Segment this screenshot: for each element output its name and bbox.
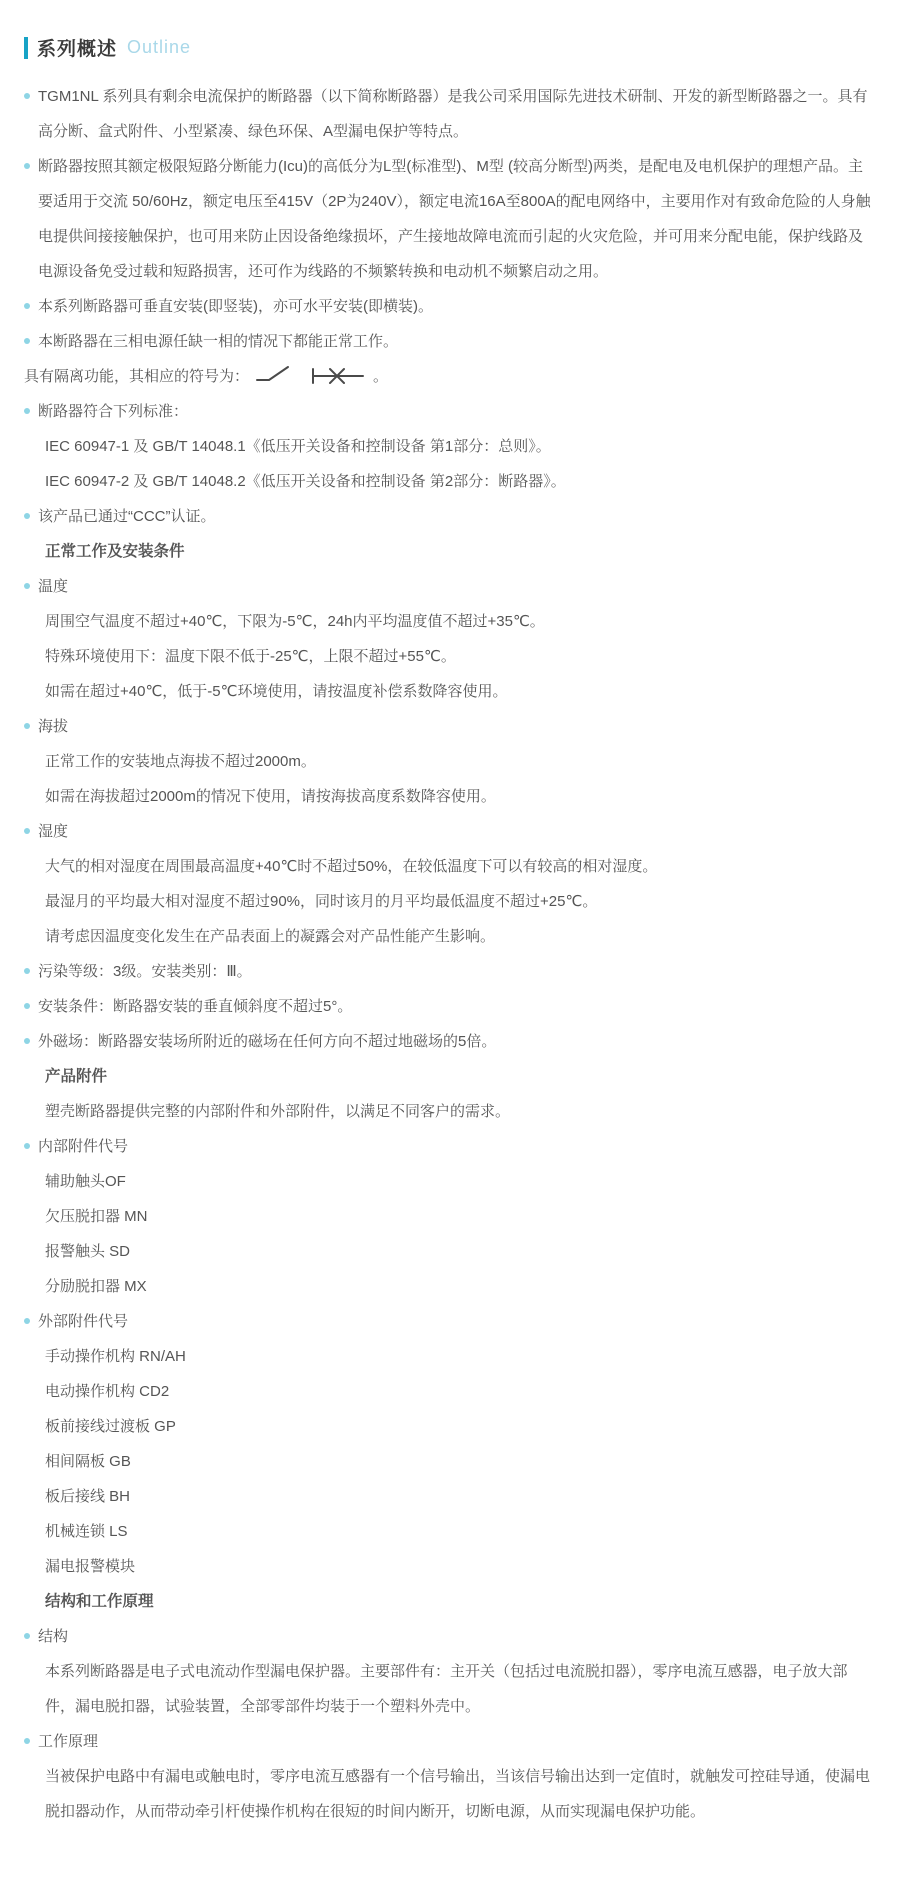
paragraph-line (24, 1444, 872, 1479)
list-item (24, 394, 872, 429)
paragraph-line (24, 744, 872, 779)
paragraph-line (24, 1094, 872, 1129)
text-content-suffix: 。 (373, 368, 389, 385)
bullet-icon (24, 968, 30, 974)
bullet-icon (24, 583, 30, 589)
list-item (24, 709, 872, 744)
bullet-icon (24, 1318, 30, 1324)
list-item (24, 359, 872, 394)
paragraph-line (24, 1199, 872, 1234)
page-title-english: Outline (127, 37, 192, 57)
paragraph-line (24, 1549, 872, 1584)
disconnect-switch-symbol (255, 364, 297, 386)
bullet-icon (24, 828, 30, 834)
text-content: 安装条件：断路器安装的垂直倾斜度不超过5°。 (38, 998, 353, 1015)
text-content: 本断路器在三相电源任缺一相的情况下都能正常工作。 (38, 333, 399, 350)
text-content: 温度 (38, 578, 69, 595)
list-item (24, 1619, 872, 1654)
list-item (24, 324, 872, 359)
text-content: 断路器按照其额定极限短路分断能力(Icu)的高低分为L型(标准型)、M型 (较高分断型)两类，是配电及电机保护的理想产品。主要适用于交流 50/60Hz，额定电压至415V（2P为240V），额定电流16A至800A的配电网络中，主要用作对有致命危险的人身触电提供间接接触保护，也可用来防止因设备绝缘损坏，产生接地故障电流而引起的火灾危险，并可用来分配电能，保护线路及电源设备免受过载和短路损害，还可作为线路的不频繁转换和电动机不频繁启动之用。 (38, 158, 871, 280)
paragraph-line (24, 849, 872, 884)
text-content: 结构 (38, 1628, 69, 1645)
paragraph-line (24, 779, 872, 814)
text-content: 漏电报警模块 (45, 1558, 136, 1575)
bullet-icon (24, 303, 30, 309)
text-content: 如需在海拔超过2000m的情况下使用，请按海拔高度系数降容使用。 (45, 788, 496, 805)
list-item (24, 289, 872, 324)
text-content: 板后接线 BH (45, 1488, 131, 1505)
list-item (24, 1129, 872, 1164)
bullet-icon (24, 513, 30, 519)
paragraph-line (24, 1269, 872, 1304)
text-content: 电动操作机构 CD2 (45, 1383, 170, 1400)
paragraph-line (24, 604, 872, 639)
text-content: TGM1NL 系列具有剩余电流保护的断路器（以下简称断路器）是我公司采用国际先进技术研制、开发的新型断路器之一。具有高分断、盒式附件、小型紧凑、绿色环保、A型漏电保护等特点。 (38, 88, 868, 140)
paragraph-line (24, 1164, 872, 1199)
list-item (24, 1304, 872, 1339)
sub-heading (24, 1059, 872, 1094)
accent-bar (24, 37, 28, 59)
bullet-icon (24, 163, 30, 169)
text-content: 最湿月的平均最大相对湿度不超过90%，同时该月的月平均最低温度不超过+25℃。 (45, 893, 598, 910)
text-content: 外磁场：断路器安装场所附近的磁场在任何方向不超过地磁场的5倍。 (38, 1033, 497, 1050)
text-content: 机械连锁 LS (45, 1523, 128, 1540)
list-item (24, 499, 872, 534)
text-content: 海拔 (38, 718, 69, 735)
text-content: 湿度 (38, 823, 69, 840)
text-content: 板前接线过渡板 GP (45, 1418, 176, 1435)
paragraph-line (24, 1409, 872, 1444)
text-content: 大气的相对湿度在周围最高温度+40℃时不超过50%，在较低温度下可以有较高的相对湿度。 (45, 858, 658, 875)
paragraph-line (24, 1234, 872, 1269)
paragraph-line (24, 1514, 872, 1549)
paragraph-line (24, 1654, 872, 1724)
text-content: 塑壳断路器提供完整的内部附件和外部附件，以满足不同客户的需求。 (45, 1103, 511, 1120)
bullet-icon (24, 1038, 30, 1044)
text-content: 污染等级：3级。安装类别：Ⅲ。 (38, 963, 252, 980)
text-content: 特殊环境使用下：温度下限不低于-25℃，上限不超过+55℃。 (45, 648, 456, 665)
text-content: 具有隔离功能，其相应的符号为： (24, 368, 250, 385)
paragraph-line (24, 919, 872, 954)
paragraph-line (24, 639, 872, 674)
paragraph-line (24, 429, 872, 464)
text-content: 周围空气温度不超过+40℃，下限为-5℃，24h内平均温度值不超过+35℃。 (45, 613, 545, 630)
bullet-icon (24, 1143, 30, 1149)
list-item (24, 569, 872, 604)
text-content: 手动操作机构 RN/AH (45, 1348, 186, 1365)
bullet-icon (24, 1738, 30, 1744)
paragraph-line (24, 1374, 872, 1409)
list-item (24, 814, 872, 849)
list-item (24, 79, 872, 149)
page-title: 系列概述 (37, 39, 118, 60)
sub-heading (24, 534, 872, 569)
text-content: 请考虑因温度变化发生在产品表面上的凝露会对产品性能产生影响。 (45, 928, 496, 945)
list-item (24, 1724, 872, 1759)
bullet-icon (24, 338, 30, 344)
paragraph-line (24, 1479, 872, 1514)
paragraph-line (24, 884, 872, 919)
text-content: 报警触头 SD (45, 1243, 131, 1260)
isolator-contact-symbol (309, 364, 367, 386)
text-content: 分励脱扣器 MX (45, 1278, 147, 1295)
list-item (24, 954, 872, 989)
section-header (24, 34, 872, 61)
text-content: 欠压脱扣器 MN (45, 1208, 148, 1225)
text-content: IEC 60947-2 及 GB/T 14048.2《低压开关设备和控制设备 第2部分：断路器》。 (45, 473, 566, 490)
text-content: 该产品已通过“CCC”认证。 (38, 508, 216, 525)
paragraph-line (24, 674, 872, 709)
list-item (24, 1024, 872, 1059)
sub-heading-label: 结构和工作原理 (45, 1593, 154, 1610)
text-content: 辅助触头OF (45, 1173, 126, 1190)
paragraph-line (24, 1759, 872, 1829)
sub-heading-label: 产品附件 (45, 1068, 108, 1085)
text-content: 如需在超过+40℃，低于-5℃环境使用，请按温度补偿系数降容使用。 (45, 683, 508, 700)
bullet-icon (24, 1633, 30, 1639)
bullet-icon (24, 723, 30, 729)
sub-heading (24, 1584, 872, 1619)
list-item (24, 989, 872, 1024)
text-content: 相间隔板 GB (45, 1453, 131, 1470)
paragraph-line (24, 1339, 872, 1374)
text-content: 内部附件代号 (38, 1138, 129, 1155)
text-content: 外部附件代号 (38, 1313, 129, 1330)
text-content: IEC 60947-1 及 GB/T 14048.1《低压开关设备和控制设备 第1部分：总则》。 (45, 438, 551, 455)
text-content: 本系列断路器可垂直安装(即竖装)，亦可水平安装(即横装)。 (38, 298, 433, 315)
text-content: 本系列断路器是电子式电流动作型漏电保护器。主要部件有：主开关（包括过电流脱扣器），零序电流互感器，电子放大部件，漏电脱扣器，试验装置，全部零部件均装于一个塑料外壳中。 (45, 1663, 848, 1715)
bullet-icon (24, 1003, 30, 1009)
text-content: 工作原理 (38, 1733, 99, 1750)
bullet-icon (24, 93, 30, 99)
paragraph-line (24, 464, 872, 499)
text-content: 正常工作的安装地点海拔不超过2000m。 (45, 753, 316, 770)
text-content: 断路器符合下列标准： (38, 403, 189, 420)
list-item (24, 149, 872, 289)
bullet-icon (24, 408, 30, 414)
content-list (24, 79, 872, 1829)
text-content: 当被保护电路中有漏电或触电时，零序电流互感器有一个信号输出，当该信号输出达到一定值时，就触发可控硅导通，使漏电脱扣器动作，从而带动牵引杆使操作机构在很短的时间内断开，切断电源，从而实现漏电保护功能。 (45, 1768, 871, 1820)
sub-heading-label: 正常工作及安装条件 (45, 543, 185, 560)
